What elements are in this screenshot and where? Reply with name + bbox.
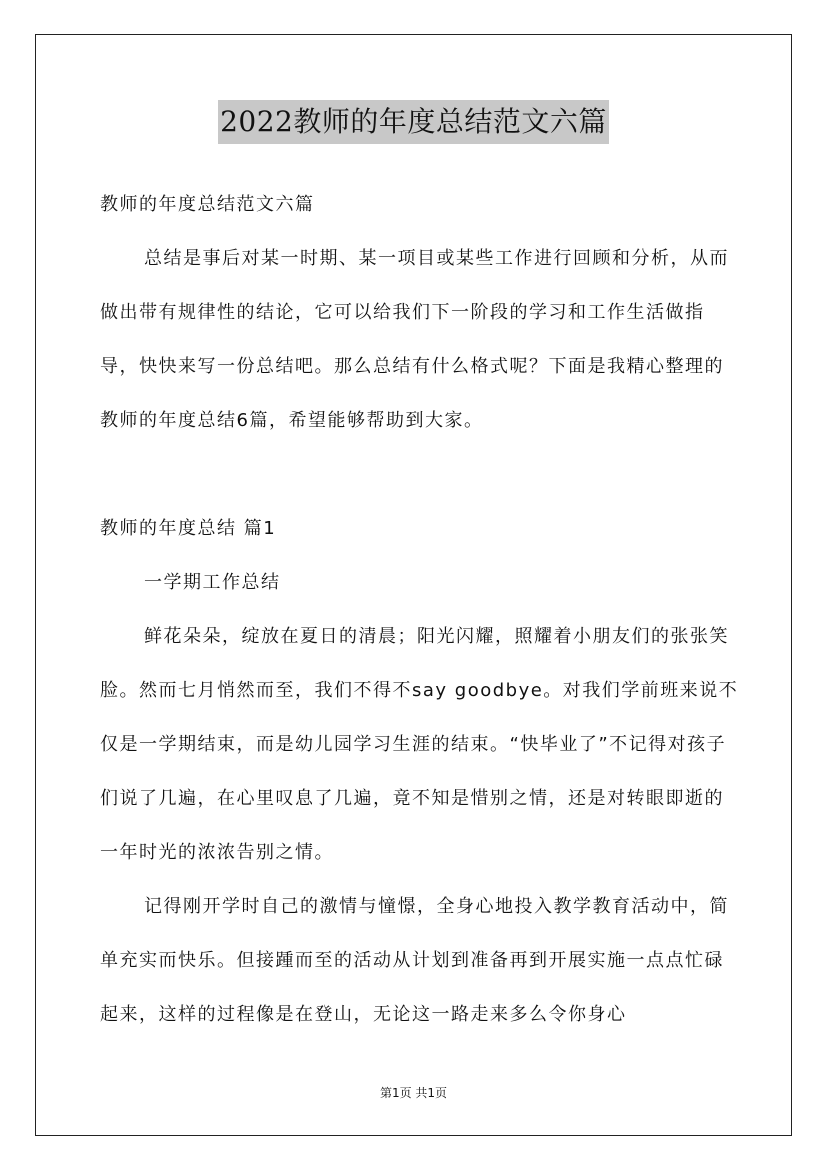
section-heading: 教师的年度总结 篇1 bbox=[100, 518, 277, 539]
body-paragraph-1: 鲜花朵朵，绽放在夏日的清晨；阳光闪耀，照耀着小朋友们的张张笑脸。然而七月悄然而至，我们不得不say goodbye。对我们学前班来说不仅是一学期结束，而是幼儿园学习生涯的结束。“快毕业了”不记得对孩子们说了几遍，在心里叹息了几遍，竟不知是惜别之情，还是对转眼即逝的一年时光的浓浓告别之情。 bbox=[100, 626, 739, 863]
document-body bbox=[100, 178, 740, 1042]
document-title bbox=[0, 100, 827, 144]
body-paragraph-2: 记得刚开学时自己的激情与憧憬，全身心地投入教学教育活动中，简单充实而快乐。但接踵而至的活动从计划到准备再到开展实施一点点忙碌起来，这样的过程像是在登山，无论这一路走来多么令你身心 bbox=[100, 896, 729, 1025]
document-subtitle: 教师的年度总结范文六篇 bbox=[100, 194, 315, 215]
page-footer: 第1页 共1页 bbox=[379, 1086, 448, 1100]
intro-paragraph: 总结是事后对某一时期、某一项目或某些工作进行回顾和分析，从而做出带有规律性的结论，它可以给我们下一阶段的学习和工作生活做指导，快快来写一份总结吧。那么总结有什么格式呢？下面是我精心整理的教师的年度总结6篇，希望能够帮助到大家。 bbox=[100, 248, 729, 431]
document-title-text: 2022教师的年度总结范文六篇 bbox=[218, 100, 609, 144]
section-subheading: 一学期工作总结 bbox=[144, 572, 281, 593]
paragraph-gap bbox=[100, 448, 740, 502]
